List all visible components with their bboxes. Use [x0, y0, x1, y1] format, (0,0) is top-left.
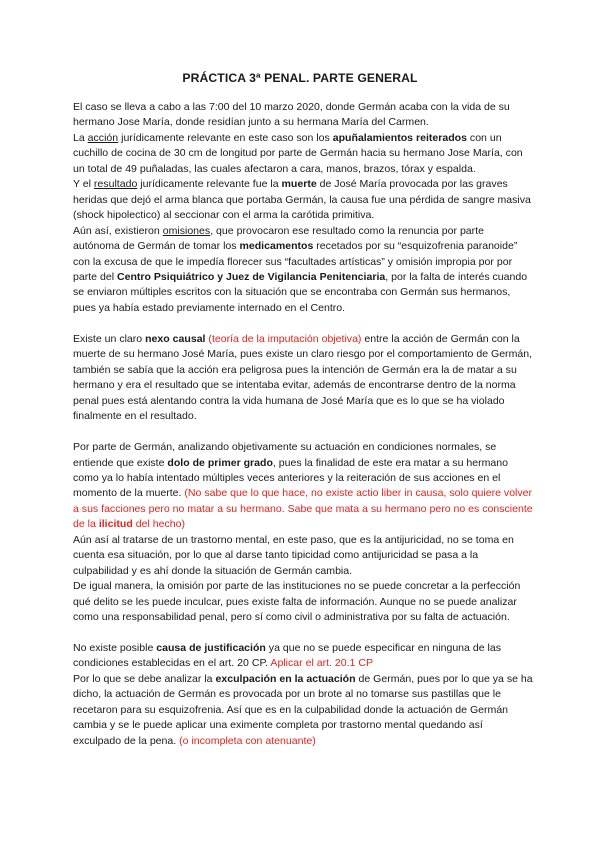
red-annotation: (teoría de la imputación objetiva) [205, 332, 362, 345]
document-body [73, 100, 533, 749]
red-annotation: (No sabe que lo que hace, no existe actio liber in causa, solo quiere volver a sus facciones pero no matar a su hermano. Sabe que mata a su hermano pero no es consciente de la [73, 487, 533, 531]
text-span: Por parte de Germán, analizando objetivamente su actuación en condiciones normales, se entiende que existe [73, 441, 497, 469]
underlined-term-resultado: resultado [93, 178, 138, 191]
paragraph-causal-link [73, 332, 533, 425]
bold-term-apunalamientos: apuñalamientos reiterados [332, 131, 467, 144]
text-span: con un cuchillo de cocina de 30 cm de longitud por parte de Germán hacia su hermano Jose María, con un total de 49 puñaladas, las cuales afectaron a cara, manos, brazos, tórax y espalda. [73, 131, 523, 175]
text-span: Por lo que se debe analizar la [73, 672, 216, 685]
text-span: de Germán, pues por lo que ya se ha dicho, la actuación de Germán es provocada por un brote al no tomarse sus pastillas que le recetaron para su esquizofrenia. Así que es en la culpabilidad donde la actuación de Germán cambia y se le puede aplicar una eximente completa por trastorno mental quedando así exculpado de la pena. [73, 672, 533, 747]
paragraph-antijuricidad [73, 533, 533, 579]
red-annotation: del hecho) [132, 518, 185, 531]
text-span: Aún así al tratarse de un trastorno mental, en este paso, que es la antijuricidad, no se toma en cuenta esa situación, por lo que al darse tanto tipicidad como antijuricidad se pasa a la culpabilidad y es ahí donde la situación de Germán cambia. [73, 533, 514, 577]
paragraph-action [73, 131, 533, 177]
text-span: , por la falta de interés cuando se enviaron múltiples escritos con la situación que se encontraba con Germán sus hermanos, pues ya había estado previamente internado en el Centro. [73, 270, 528, 314]
text-span: jurídicamente relevante fue la [137, 178, 282, 191]
text-span: recetados por su “esquizofrenia paranoide” con la excusa de que le impedía florecer sus “facultades artísticas” y omisión impropia por por parte del [73, 240, 518, 283]
underlined-term-accion: acción [87, 131, 119, 144]
paragraph-dolo [73, 440, 533, 533]
red-bold-term-ilicitud: ilicitud [98, 518, 133, 531]
paragraph-gap [73, 316, 533, 332]
text-span: , pues la finalidad de este era matar a su hermano como ya lo había intentado múltiples veces anteriores y la reiteración de sus acciones en el momento de la muerte. [73, 456, 509, 500]
text-span: Aún así, existieron [73, 224, 163, 237]
text-span: de José María provocada por las graves heridas que dejó el arma blanca que portaba Germán, la causa fue una pérdida de sangre masiva (shock hipolectico) al seccionar con el arma la carótida primitiva. [73, 178, 531, 222]
paragraph-gap [73, 626, 533, 642]
document-title: PRÁCTICA 3ª PENAL. PARTE GENERAL [182, 71, 418, 85]
paragraph-justification [73, 641, 533, 672]
bold-term-causa-justificacion: causa de justificación [156, 642, 266, 654]
bold-term-muerte: muerte [281, 178, 317, 191]
red-annotation: (o incompleta con atenuante) [179, 734, 316, 747]
text-span: No existe posible [73, 642, 157, 654]
bold-term-dolo: dolo de primer grado [167, 456, 273, 469]
text-span: Y el [73, 178, 94, 191]
paragraph-exculpation [73, 672, 533, 749]
text-span: , que provocaron ese resultado como la renuncia por parte autónoma de Germán de tomar los [73, 224, 484, 253]
text-span: Existe un claro [73, 332, 146, 345]
text-span: De igual manera, la omisión por parte de las instituciones no se puede concretar a la perfección qué delito se les puede inculcar, pues existe falta de información. Aunque no se puede analizar como una responsabilidad penal, pero sí como civil o administrativa por su falta de actuación. [73, 580, 521, 624]
bold-term-exculpacion: exculpación en la actuación [215, 672, 356, 685]
bold-term-medicamentos: medicamentos [239, 240, 314, 253]
paragraph-facts-date [73, 100, 533, 131]
paragraph-omissions [73, 224, 533, 317]
bold-term-centro-psiquiatrico: Centro Psiquiátrico y Juez de Vigilancia Penitenciaria [116, 270, 386, 283]
red-annotation: Aplicar el art. 20.1 CP [270, 657, 373, 670]
text-span: La [73, 131, 88, 144]
paragraph-gap [73, 425, 533, 441]
text-span: El caso se lleva a cabo a las 7:00 del 10 marzo 2020, donde Germán acaba con la vida de su hermano Jose María, donde residían junto a su hermana María del Carmen. [73, 101, 510, 129]
bold-term-nexo-causal: nexo causal [145, 332, 206, 345]
text-span: entre la acción de Germán con la muerte de su hermano José María, pues existe un claro riesgo por el comportamiento de Germán, también se sabía que la acción era peligrosa pues la intención de Germán era la de matar a su hermano y era el resultado que se intentaba evitar, además de encontrarse dentro de la norma penal pues está alentando contra la vida humana de José María que es lo que se ha violado finalmente en el resultado. [73, 332, 533, 423]
paragraph-institutions [73, 579, 533, 625]
text-span: ya que no se puede especificar en ninguna de las condiciones establecidas en el art. 20 CP. [73, 642, 501, 670]
paragraph-result [73, 177, 533, 223]
text-span: jurídicamente relevante en este caso son los [118, 131, 333, 144]
underlined-term-omisiones: omisiones [162, 224, 211, 237]
